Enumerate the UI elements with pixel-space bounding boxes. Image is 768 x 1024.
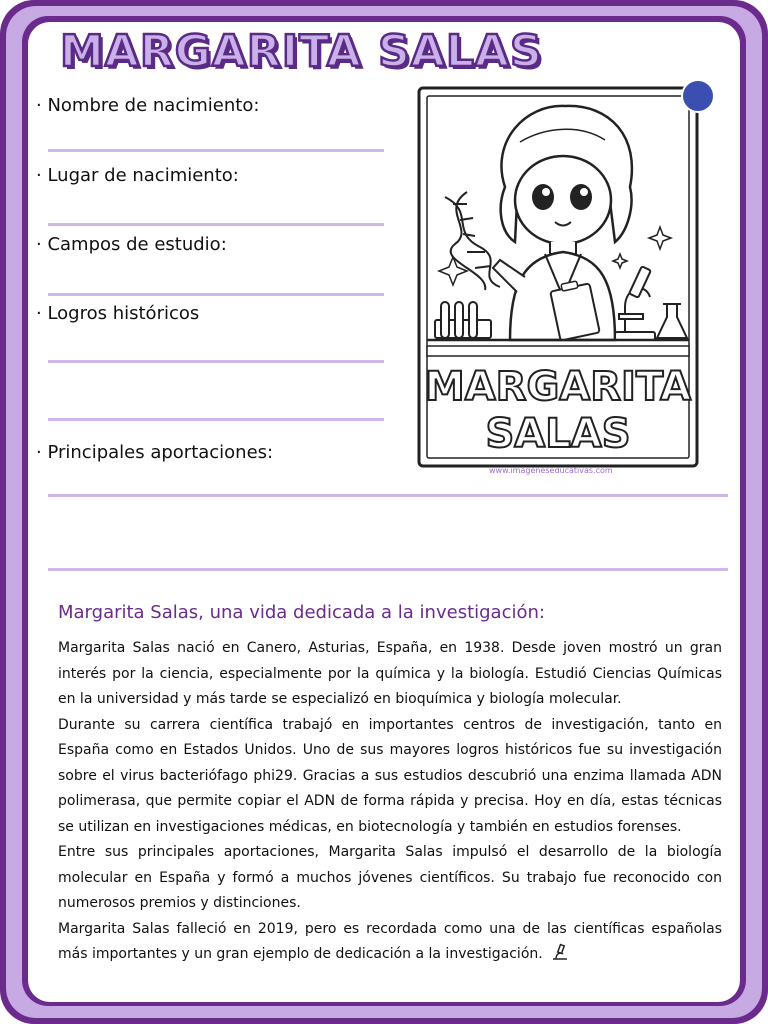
reading-text xyxy=(58,636,722,968)
achievements-answer-line-1[interactable] xyxy=(48,360,384,363)
achievements-label: · Logros históricos xyxy=(36,303,200,324)
birth-name-answer-line[interactable] xyxy=(48,149,384,152)
birth-place-label: · Lugar de nacimiento: xyxy=(36,165,239,186)
contributions-answer-line-1[interactable] xyxy=(48,494,728,497)
poster-name-line1: MARGARITA xyxy=(424,364,692,410)
paragraph-2: Durante su carrera científica trabajó en importantes centros de investigación, tanto en España como en Estados Unidos. Uno de sus mayores logros históricos fue su investigación sobre el virus bacteriófago phi29. Gracias a sus estudios descubrió una enzima llamada ADN polimerasa, que permite copiar el ADN de forma rápida y precisa. Hoy en día, estas técnicas se utilizan en investigaciones médicas, en biotecnología y también en estudios forenses. xyxy=(58,716,722,835)
contributions-label: · Principales aportaciones: xyxy=(36,442,274,463)
achievements-answer-line-2[interactable] xyxy=(48,418,384,421)
fields-of-study-answer-line[interactable] xyxy=(48,293,384,296)
paragraph-1: Margarita Salas nació en Canero, Asturias, España, en 1938. Desde joven mostró un gran interés por la ciencia, especialmente por la química y la biología. Estudió Ciencias Químicas en la universidad y más tarde se especializó en bioquímica y biología molecular. xyxy=(58,640,722,707)
image-credit: www.imageneseducativas.com xyxy=(489,466,613,475)
microscope-icon xyxy=(551,943,569,961)
paragraph-4 xyxy=(58,917,722,968)
contributions-answer-line-2[interactable] xyxy=(48,568,728,571)
poster-name-line2: SALAS xyxy=(485,411,631,457)
margarita-salas-poster-illustration xyxy=(405,82,711,478)
birth-place-answer-line[interactable] xyxy=(48,223,384,226)
paragraph-3: Entre sus principales aportaciones, Margarita Salas impulsó el desarrollo de la biología molecular en España y formó a muchos jóvenes científicos. Su trabajo fue reconocido con numerosos premios y distinciones. xyxy=(58,844,722,911)
birth-name-label: · Nombre de nacimiento: xyxy=(36,95,260,116)
paragraph-4-text: Margarita Salas falleció en 2019, pero es recordada como una de las científicas españolas más importantes y un gran ejemplo de dedicación a la investigación. xyxy=(58,920,722,962)
page-title: MARGARITA SALAS xyxy=(60,26,543,77)
reading-title: Margarita Salas, una vida dedicada a la investigación: xyxy=(58,602,545,623)
fields-of-study-label: · Campos de estudio: xyxy=(36,234,227,255)
author-avatar-icon xyxy=(681,79,715,113)
